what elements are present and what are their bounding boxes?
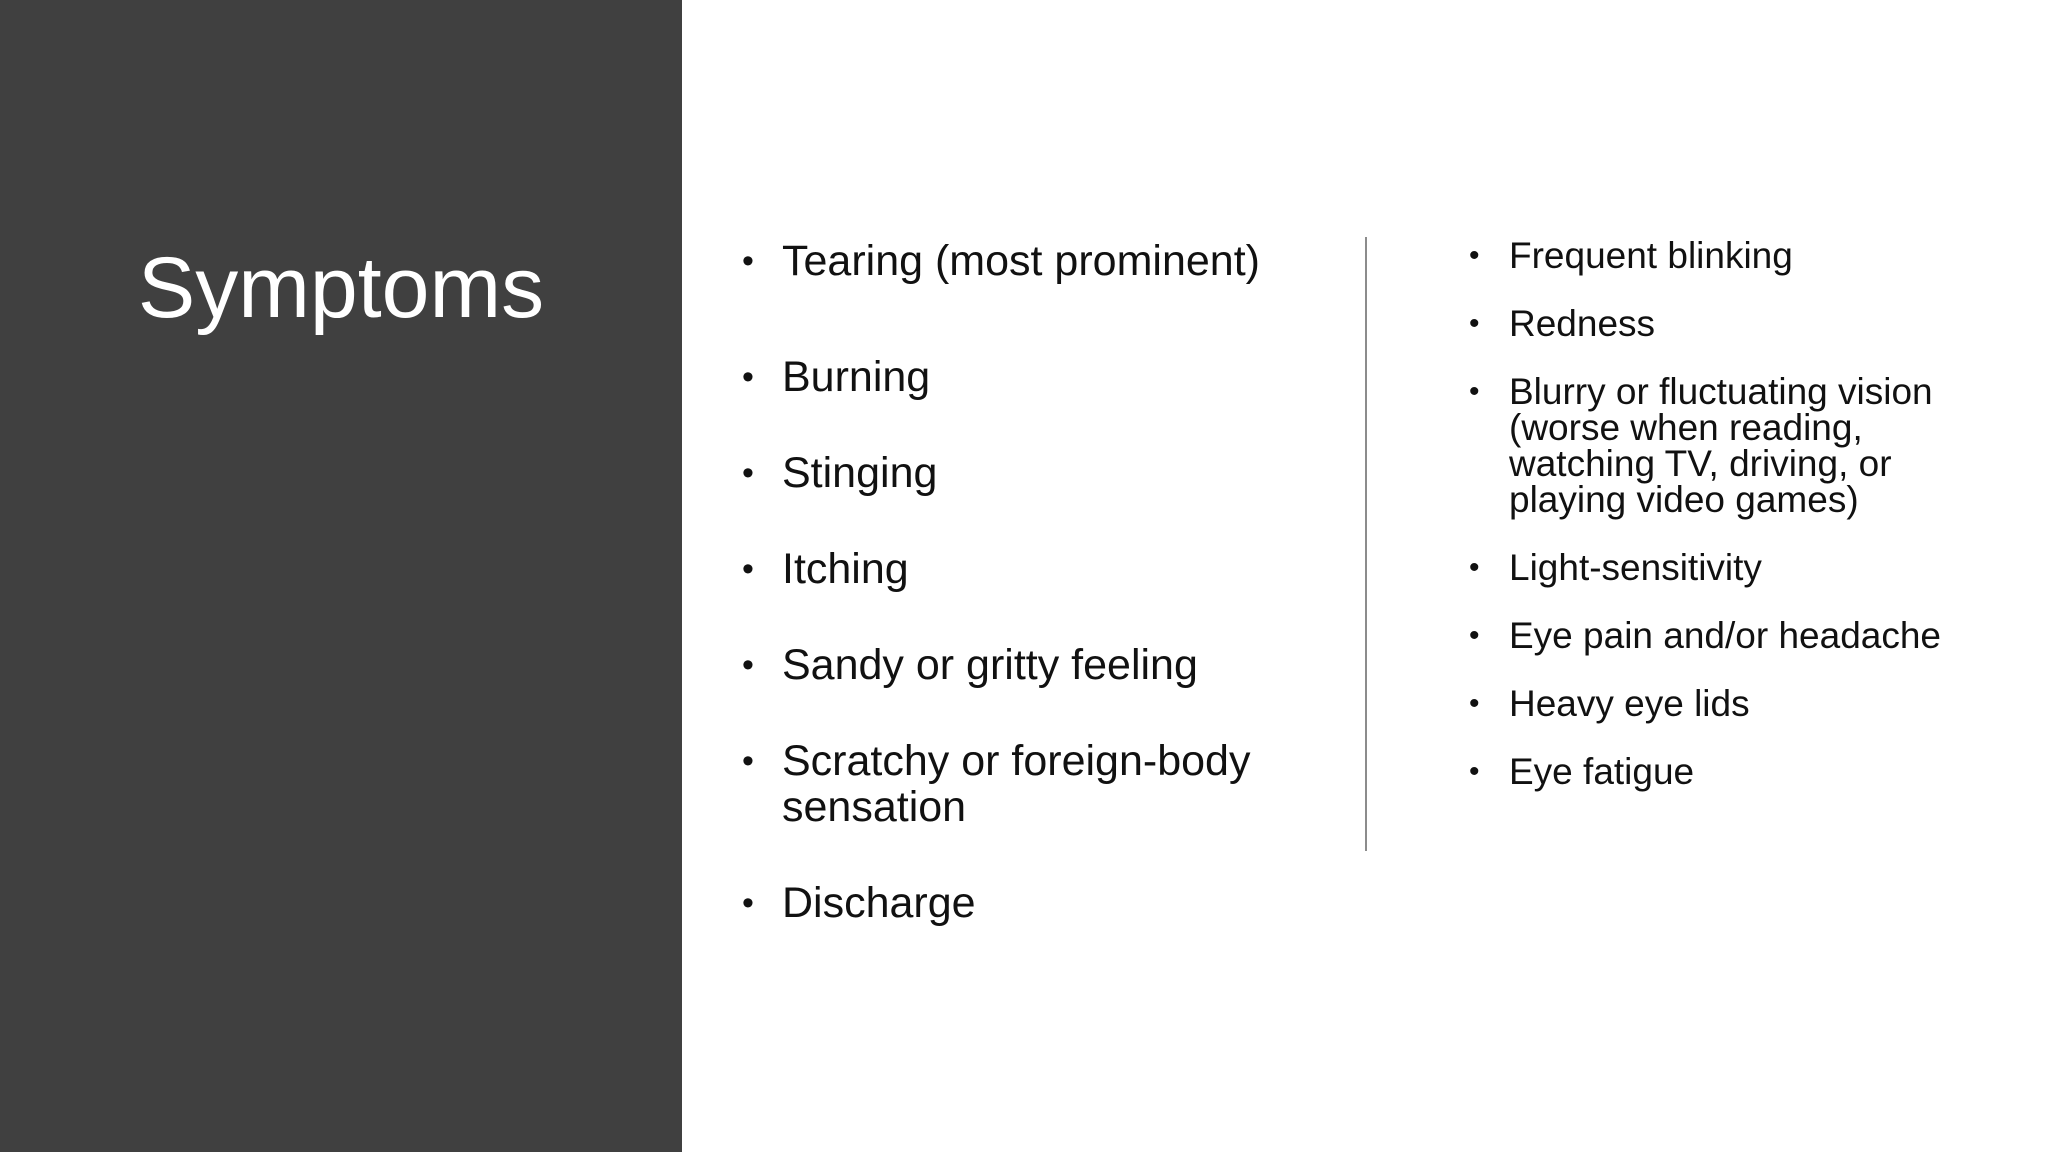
list-item [742,450,1342,496]
bullet-icon: • [742,454,754,492]
list-item-text: Stinging [782,449,938,497]
list-item-text: Scratchy or foreign-body sensation [782,737,1251,831]
list-item [1469,547,1989,588]
bullet-icon: • [742,242,754,280]
list-item [1469,683,1989,724]
bullet-icon: • [1469,375,1480,408]
bullet-icon: • [1469,755,1480,788]
list-item-text: Heavy eye lids [1509,683,1750,724]
list-item [1469,303,1989,344]
column-divider [1365,237,1367,851]
title-panel [0,0,682,1152]
bullet-icon: • [742,550,754,588]
bullet-icon: • [742,358,754,396]
symptom-list-left [742,238,1342,926]
list-item-text: Burning [782,353,931,401]
symptom-list-right [1469,235,1989,792]
list-item [742,354,1342,400]
bullet-icon: • [1469,307,1480,340]
list-item-text: Eye pain and/or headache [1509,615,1942,656]
bullet-icon: • [742,742,754,780]
list-item-text: Blurry or fluctuating vision (worse when reading, watching TV, driving, or playing video games) [1509,371,1933,520]
list-item-text: Light-sensitivity [1509,547,1762,588]
list-item-text: Discharge [782,879,976,927]
list-item [1469,751,1989,792]
list-item-text: Tearing (most prominent) [782,237,1260,285]
list-item [742,546,1342,592]
bullet-icon: • [1469,239,1480,272]
list-item [742,738,1342,830]
list-item [1469,615,1989,656]
list-item-text: Sandy or gritty feeling [782,641,1198,689]
bullet-icon: • [1469,619,1480,652]
list-item [1469,235,1989,276]
bullet-icon: • [742,646,754,684]
slide-title: Symptoms [137,240,545,336]
list-item [1469,371,1989,520]
bullet-icon: • [1469,551,1480,584]
list-item-text: Redness [1509,303,1656,344]
list-item-text: Itching [782,545,909,593]
list-item-text: Frequent blinking [1509,235,1793,276]
list-item [742,880,1342,926]
list-item [742,642,1342,688]
list-item [742,238,1342,284]
bullet-icon: • [1469,687,1480,720]
bullet-icon: • [742,884,754,922]
list-item-text: Eye fatigue [1509,751,1695,792]
